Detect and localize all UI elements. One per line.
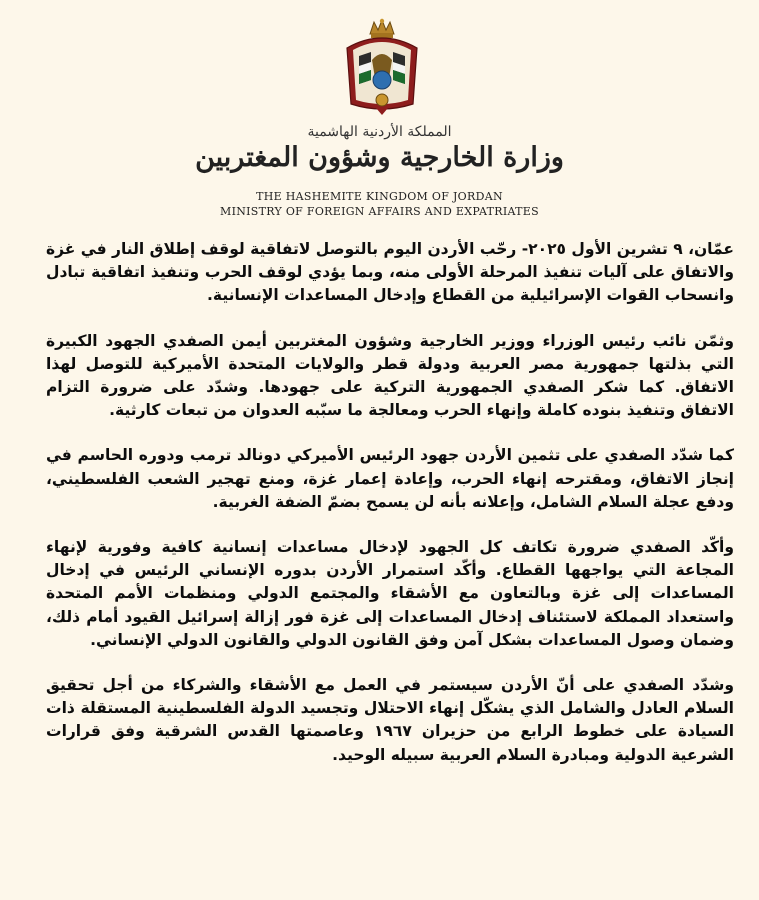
statement-body xyxy=(46,238,734,789)
kingdom-name-arabic: المملكة الأردنية الهاشمية xyxy=(307,124,452,140)
paragraph: وثمّن نائب رئيس الوزراء ووزير الخارجية وشؤون المغتربين أيمن الصفدي الجهود الكبيرة التي بذلتها جمهورية مصر العربية ودولة قطر والولايات المتحدة الأميركية للتوصل لهذا الاتفاق. كما شكر الصفدي الجمهورية التركية على جهودها. وشدّد على ضرورة التزام الاتفاق وتنفيذ بنوده كاملة وإنهاء الحرب ومعالجة ما سبّبه العدوان من تبعات كارثية. xyxy=(46,331,734,420)
ministry-name-arabic: وزارة الخارجية وشؤون المغتربين xyxy=(195,142,564,173)
paragraph: عمّان، ٩ تشرين الأول ٢٠٢٥- رحّب الأردن اليوم بالتوصل لاتفاقية لوقف إطلاق النار في غزة والاتفاق على آليات تنفيذ المرحلة الأولى منه، وبما يؤدي لوقف الحرب وتنفيذ اتفاقية تبادل وانسحاب القوات الإسرائيلية من القطاع وإدخال المساعدات الإنسانية. xyxy=(46,240,734,305)
ministry-name-english: MINISTRY OF FOREIGN AFFAIRS AND EXPATRIATES xyxy=(220,205,539,218)
paragraph: وأكّد الصفدي ضرورة تكاتف كل الجهود لإدخال مساعدات إنسانية كافية وفورية لإنهاء المجاعة التي يواجهها القطاع. وأكّد استمرار الأردن بدوره الإنساني الرئيس في إدخال المساعدات إلى غزة وبالتعاون مع الأشقاء والمجتمع الدولي ومنظمات الأمم المتحدة واستعداد المملكة لاستئناف إدخال المساعدات إلى غزة فور إزالة إسرائيل القيود أمام ذلك، وضمان وصول المساعدات بشكل آمن وفق القانون الدولي والقانون الدولي الإنساني. xyxy=(46,538,734,649)
letterhead xyxy=(0,0,759,225)
kingdom-name-english: THE HASHEMITE KINGDOM OF JORDAN xyxy=(256,190,503,203)
jordan-royal-emblem-icon xyxy=(337,18,427,118)
paragraph: كما شدّد الصفدي على تثمين الأردن جهود الرئيس الأميركي دونالد ترمب ودوره الحاسم في إنجاز الاتفاق، ومقترحه إنهاء الحرب، وإعادة إعمار غزة، ومنع تهجير الشعب الفلسطيني، ودفع عجلة السلام الشامل، وإعلانه بأنه لن يسمح بضمّ الضفة الغربية. xyxy=(46,446,734,511)
paragraph: وشدّد الصفدي على أنّ الأردن سيستمر في العمل مع الأشقاء والشركاء من أجل تحقيق السلام العادل والشامل الذي يشكّل إنهاء الاحتلال وتجسيد الدولة الفلسطينية المستقلة ذات السيادة على خطوط الرابع من حزيران ١٩٦٧ وعاصمتها القدس الشرقية وفق قرارات الشرعية الدولية ومبادرة السلام العربية سبيله الوحيد. xyxy=(46,676,735,764)
